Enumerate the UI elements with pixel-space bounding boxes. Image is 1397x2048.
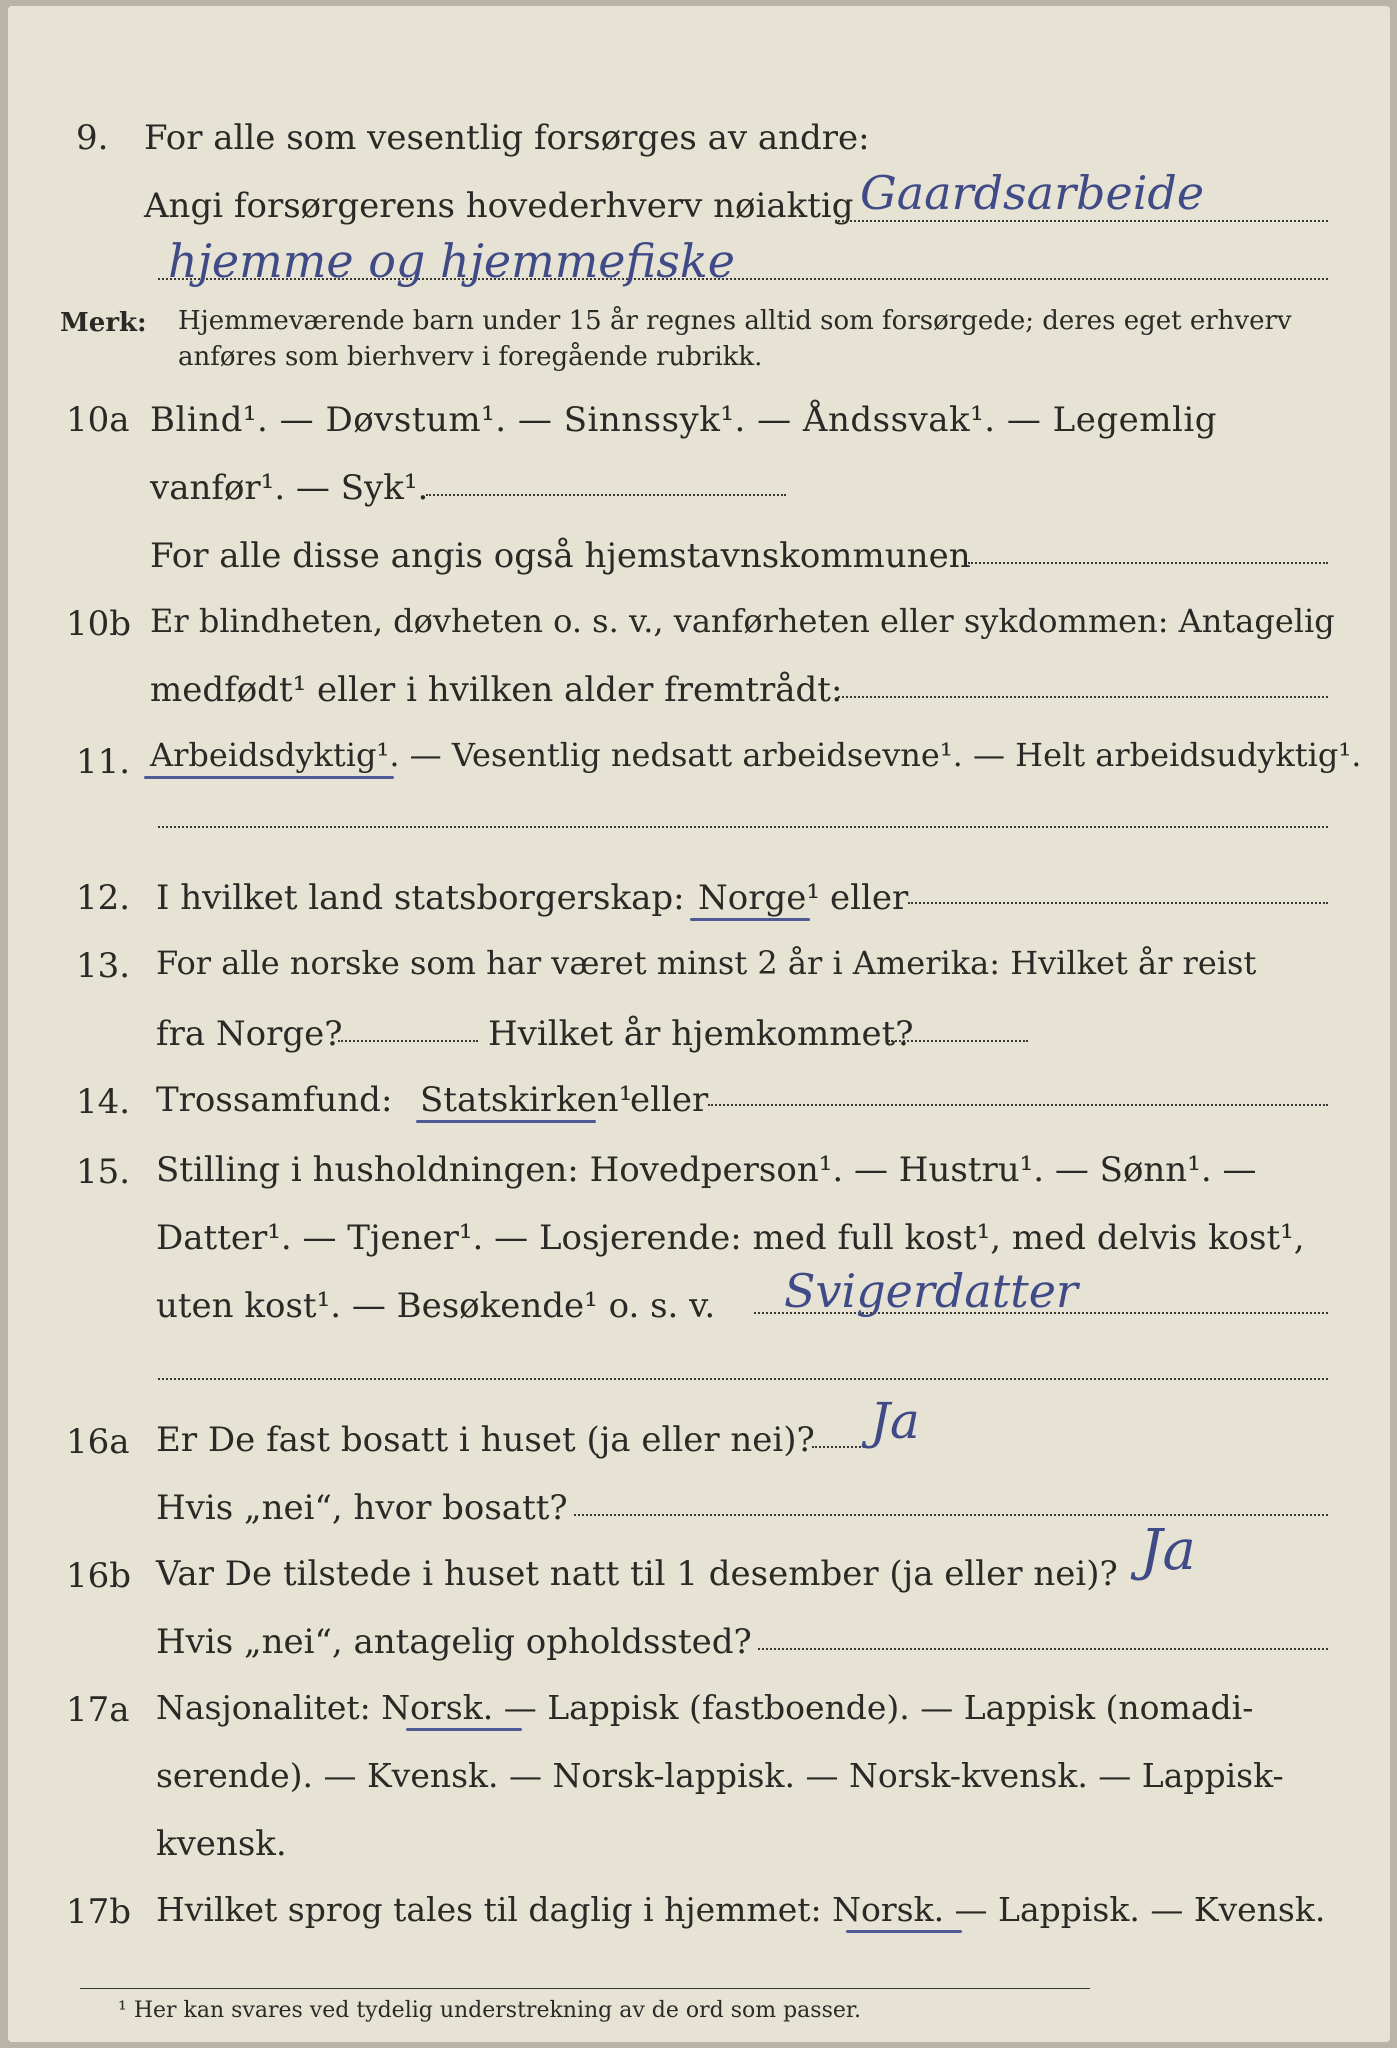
q10b-number: 10b [66, 604, 132, 644]
q15-handwritten-answer: Svigerdatter [784, 1264, 1078, 1318]
q15-line3: uten kost¹. — Besøkende¹ o. s. v. [156, 1286, 716, 1326]
q10a-line3: For alle disse angis også hjemstavnskommunen [150, 536, 971, 576]
q10b-line2: medfødt¹ eller i hvilken alder fremtrådt: [150, 670, 843, 710]
q12-norge: Norge¹ [698, 878, 820, 918]
q17b-number: 17b [66, 1892, 132, 1932]
q17a-line2: serende). — Kvensk. — Norsk-lappisk. — Norsk-kvensk. — Lappisk- [156, 1756, 1284, 1795]
q16a-number: 16a [66, 1422, 130, 1462]
q10a-line1: Blind¹. — Døvstum¹. — Sinnssyk¹. — Åndssvak¹. — Legemlig [150, 400, 1217, 440]
merk-note-line2: anføres som bierhverv i foregående rubrikk. [178, 342, 763, 372]
q10a-number: 10a [66, 400, 130, 440]
q17a-number: 17a [66, 1690, 130, 1730]
q9-question: For alle som vesentlig forsørges av andre: [144, 118, 870, 158]
q11-underline-arbeidsdyktig [144, 776, 394, 779]
q10b-answer-line [838, 696, 1328, 698]
footnote-rule [80, 1988, 1090, 1989]
q17a-line3: kvensk. [156, 1824, 287, 1864]
q15-line2: Datter¹. — Tjener¹. — Losjerende: med full kost¹, med delvis kost¹, [156, 1218, 1305, 1258]
q9-handwritten-answer-2: hjemme og hjemmefiske [168, 234, 735, 288]
q12-underline-norge [690, 918, 810, 921]
q9-number: 9. [76, 118, 109, 158]
q9-occupation-label: Angi forsørgerens hovederhverv nøiaktig [144, 186, 854, 226]
q17a-underline-norsk [406, 1728, 522, 1731]
q15-answer-line-2 [158, 1378, 1328, 1380]
merk-label: Merk: [60, 308, 147, 338]
q14-number: 14. [76, 1082, 131, 1122]
q13-reist-label: fra Norge? [156, 1014, 343, 1054]
q10a-answer-line [426, 494, 786, 496]
q17b-underline-norsk [846, 1930, 962, 1933]
q15-line1: Stilling i husholdningen: Hovedperson¹. — Hustru¹. — Sønn¹. — [156, 1150, 1257, 1190]
q16b-oppholdssted-line [758, 1648, 1328, 1650]
q16a-bosatt-line [574, 1514, 1328, 1516]
q16b-line2: Hvis „nei“, antagelig opholdssted? [156, 1622, 752, 1662]
q17a-line1: Nasjonalitet: Norsk. — Lappisk (fastboende). — Lappisk (nomadi- [156, 1688, 1254, 1727]
q16a-line1: Er De fast bosatt i huset (ja eller nei)? [156, 1420, 815, 1460]
q12-number: 12. [76, 878, 131, 918]
q13-line1: For alle norske som har været minst 2 år i Amerika: Hvilket år reist [156, 944, 1257, 982]
q16b-number: 16b [66, 1556, 132, 1596]
q11-line1: Arbeidsdyktig¹. — Vesentlig nedsatt arbeidsevne¹. — Helt arbeidsudyktig¹. [150, 736, 1362, 774]
q17b-line1: Hvilket sprog tales til daglig i hjemmet: Norsk. — Lappisk. — Kvensk. [156, 1890, 1326, 1929]
q10a-line2: vanfør¹. — Syk¹. [150, 468, 429, 508]
q11-number: 11. [76, 742, 131, 782]
q14-statskirken: Statskirken¹ [420, 1080, 633, 1120]
q12-answer-line [908, 902, 1328, 904]
q10b-line1: Er blindheten, døvheten o. s. v., vanførheten eller sykdommen: Antagelig [150, 602, 1335, 640]
q12-eller: eller [830, 878, 909, 918]
census-form-page [8, 6, 1390, 2042]
q13-number: 13. [76, 946, 131, 986]
q14-underline-statskirken [416, 1120, 596, 1123]
q16a-handwritten-answer: Ja [870, 1392, 920, 1450]
q14-eller: eller [630, 1080, 709, 1120]
q13-reist-line [338, 1040, 478, 1042]
merk-note-line1: Hjemmeværende barn under 15 år regnes alltid som forsørgede; deres eget erhverv [178, 306, 1292, 336]
q9-handwritten-answer-1: Gaardsarbeide [860, 166, 1205, 220]
q16a-line2: Hvis „nei“, hvor bosatt? [156, 1488, 568, 1528]
q9-answer-line [838, 220, 1328, 222]
q13-hjemkommet-line [888, 1040, 1028, 1042]
q16b-line1: Var De tilstede i huset natt til 1 desember (ja eller nei)? [156, 1554, 1118, 1594]
q14-answer-line [708, 1104, 1328, 1106]
q11-answer-line [158, 826, 1328, 828]
q13-hjemkommet-label: Hvilket år hjemkommet? [488, 1014, 914, 1054]
q12-text: I hvilket land statsborgerskap: [156, 878, 685, 918]
q16b-handwritten-answer: Ja [1140, 1518, 1196, 1583]
q14-label: Trossamfund: [156, 1080, 393, 1120]
q10a-hjemstavn-line [968, 562, 1328, 564]
q16a-answer-line [812, 1446, 872, 1448]
footnote: ¹ Her kan svares ved tydelig understrekning av de ord som passer. [118, 1998, 861, 2023]
q15-number: 15. [76, 1152, 131, 1192]
